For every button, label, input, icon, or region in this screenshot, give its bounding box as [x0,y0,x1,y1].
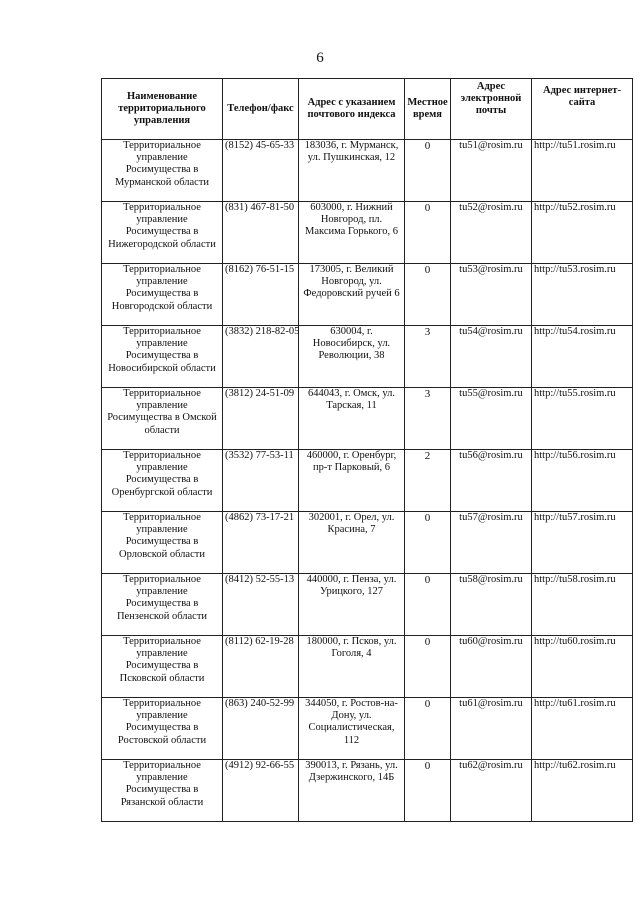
address-cell: 344050, г. Ростов-на-Дону, ул. Социалистическая, 112 [299,698,405,760]
phone-cell: (8112) 62-19-28 [223,636,299,698]
office-name-cell: Территориальное управление Росимущества в Новосибирской области [102,326,223,388]
timezone-cell: 0 [405,574,451,636]
website-link[interactable]: http://tu57.rosim.ru [532,512,633,574]
address-cell: 183036, г. Мурманск, ул. Пушкинская, 12 [299,140,405,202]
address-cell: 460000, г. Оренбург, пр-т Парковый, 6 [299,450,405,512]
phone-cell: (8162) 76-51-15 [223,264,299,326]
office-name-cell: Территориальное управление Росимущества в Орловской области [102,512,223,574]
header-address: Адрес с указанием почтового индекса [299,79,405,140]
timezone-cell: 0 [405,202,451,264]
phone-cell: (831) 467-81-50 [223,202,299,264]
table-row [102,636,633,698]
header-website: Адрес интернет-сайта [532,79,633,140]
table-row [102,202,633,264]
header-phone: Телефон/факс [223,79,299,140]
email-link[interactable]: tu60@rosim.ru [451,636,532,698]
timezone-cell: 0 [405,512,451,574]
timezone-cell: 3 [405,388,451,450]
website-link[interactable]: http://tu61.rosim.ru [532,698,633,760]
table-body [102,140,633,822]
header-row [102,79,633,140]
phone-cell: (3812) 24-51-09 [223,388,299,450]
address-cell: 603000, г. Нижний Новгород, пл. Максима Горького, 6 [299,202,405,264]
address-cell: 644043, г. Омск, ул. Тарская, 11 [299,388,405,450]
phone-cell: (863) 240-52-99 [223,698,299,760]
office-name-cell: Территориальное управление Росимущества в Ростовской области [102,698,223,760]
address-cell: 180000, г. Псков, ул. Гоголя, 4 [299,636,405,698]
address-cell: 440000, г. Пенза, ул. Урицкого, 127 [299,574,405,636]
email-link[interactable]: tu58@rosim.ru [451,574,532,636]
timezone-cell: 3 [405,326,451,388]
email-link[interactable]: tu55@rosim.ru [451,388,532,450]
table-row [102,512,633,574]
website-link[interactable]: http://tu53.rosim.ru [532,264,633,326]
table-row [102,326,633,388]
office-name-cell: Территориальное управление Росимущества в Псковской области [102,636,223,698]
office-name-cell: Территориальное управление Росимущества в Пензенской области [102,574,223,636]
timezone-cell: 0 [405,140,451,202]
office-name-cell: Территориальное управление Росимущества в Рязанской области [102,760,223,822]
office-name-cell: Территориальное управление Росимущества в Нижегородской области [102,202,223,264]
timezone-cell: 0 [405,264,451,326]
table-row [102,760,633,822]
website-link[interactable]: http://tu54.rosim.ru [532,326,633,388]
header-timezone: Местное время [405,79,451,140]
phone-cell: (3832) 218-82-05 [223,326,299,388]
table-row [102,450,633,512]
phone-cell: (8152) 45-65-33 [223,140,299,202]
website-link[interactable]: http://tu51.rosim.ru [532,140,633,202]
page-number: 6 [316,50,324,66]
email-link[interactable]: tu57@rosim.ru [451,512,532,574]
office-name-cell: Территориальное управление Росимущества в Оренбургской области [102,450,223,512]
table-header [102,79,633,140]
timezone-cell: 0 [405,760,451,822]
timezone-cell: 0 [405,698,451,760]
website-link[interactable]: http://tu62.rosim.ru [532,760,633,822]
address-cell: 390013, г. Рязань, ул. Дзержинского, 14Б [299,760,405,822]
email-link[interactable]: tu56@rosim.ru [451,450,532,512]
phone-cell: (4862) 73-17-21 [223,512,299,574]
header-name: Наименование территориального управления [102,79,223,140]
table-row [102,574,633,636]
territorial-offices-table [101,78,633,822]
email-link[interactable]: tu62@rosim.ru [451,760,532,822]
address-cell: 173005, г. Великий Новгород, ул. Федоровский ручей 6 [299,264,405,326]
website-link[interactable]: http://tu56.rosim.ru [532,450,633,512]
phone-cell: (3532) 77-53-11 [223,450,299,512]
email-link[interactable]: tu53@rosim.ru [451,264,532,326]
email-link[interactable]: tu52@rosim.ru [451,202,532,264]
office-name-cell: Территориальное управление Росимущества в Омской области [102,388,223,450]
email-link[interactable]: tu51@rosim.ru [451,140,532,202]
website-link[interactable]: http://tu58.rosim.ru [532,574,633,636]
table-row [102,388,633,450]
website-link[interactable]: http://tu52.rosim.ru [532,202,633,264]
header-email: Адрес электронной почты [451,79,532,140]
timezone-cell: 2 [405,450,451,512]
office-name-cell: Территориальное управление Росимущества в Новгородской области [102,264,223,326]
table-row [102,140,633,202]
phone-cell: (8412) 52-55-13 [223,574,299,636]
email-link[interactable]: tu61@rosim.ru [451,698,532,760]
address-cell: 630004, г. Новосибирск, ул. Революции, 38 [299,326,405,388]
website-link[interactable]: http://tu55.rosim.ru [532,388,633,450]
timezone-cell: 0 [405,636,451,698]
address-cell: 302001, г. Орел, ул. Красина, 7 [299,512,405,574]
office-name-cell: Территориальное управление Росимущества в Мурманской области [102,140,223,202]
table-row [102,264,633,326]
website-link[interactable]: http://tu60.rosim.ru [532,636,633,698]
table-row [102,698,633,760]
phone-cell: (4912) 92-66-55 [223,760,299,822]
email-link[interactable]: tu54@rosim.ru [451,326,532,388]
